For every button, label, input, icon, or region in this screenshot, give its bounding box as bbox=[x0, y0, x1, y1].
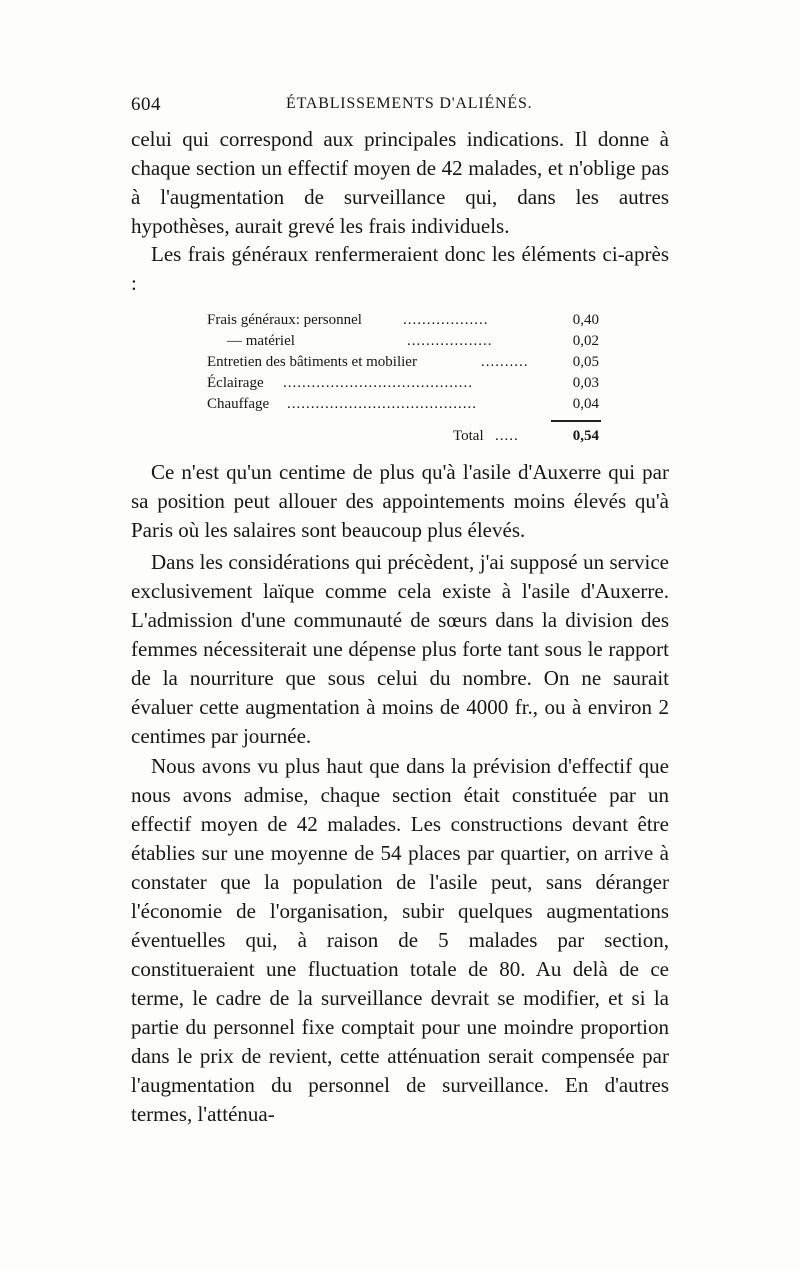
cost-table bbox=[207, 310, 599, 444]
cost-row bbox=[207, 310, 599, 331]
leader-dots: ........................................ bbox=[283, 375, 473, 391]
leader-dots: ........................................ bbox=[287, 396, 477, 412]
cost-value: 0,04 bbox=[572, 396, 599, 412]
paragraph-3: Ce n'est qu'un centime de plus qu'à l'asile d'Auxerre qui par sa position peut allouer des appointements moins élevés qu'à Paris où les salaires sont beaucoup plus élevés. bbox=[131, 460, 669, 542]
paragraph-5: Nous avons vu plus haut que dans la prévision d'effectif que nous avons admise, chaque section était constituée par un effectif moyen de 42 malades. Les constructions devant être établies sur une moyenne de 54 places par quartier, on arrive à constater que la population de l'asile peut, sans déranger l'économie de l'organisation, subir quelques augmentations éventuelles qui, à raison de 5 malades par section, constitueraient une fluctuation totale de 80. Au delà de ce terme, le cadre de la surveillance devrait se modifier, et si la partie du personnel fixe comptait pour une moindre proportion dans le prix de revient, cette atténuation serait compensée par l'augmentation du personnel de surveillance. En d'autres termes, l'atténua- bbox=[131, 754, 669, 1126]
cost-row bbox=[207, 331, 599, 352]
cost-label: Entretien des bâtiments et mobilier bbox=[207, 354, 417, 370]
cost-row bbox=[207, 352, 599, 373]
cost-label: Éclairage bbox=[207, 375, 264, 391]
cost-row bbox=[207, 373, 599, 394]
leader-dots: .......... bbox=[481, 354, 529, 370]
total-rule bbox=[551, 420, 601, 422]
running-title: ÉTABLISSEMENTS D'ALIÉNÉS. bbox=[286, 95, 533, 112]
leader-dots: .................. bbox=[403, 312, 489, 328]
cost-row bbox=[207, 394, 599, 415]
total-value: 0,54 bbox=[572, 428, 599, 444]
cost-label: — matériel bbox=[227, 333, 295, 349]
total-row bbox=[207, 426, 599, 447]
total-label: Total bbox=[453, 428, 484, 444]
cost-value: 0,02 bbox=[572, 333, 599, 349]
leader-dots: .................. bbox=[407, 333, 493, 349]
paragraph-4: Dans les considérations qui précèdent, j'ai supposé un service exclusivement laïque comme cela existe à l'asile d'Auxerre. L'admission d'une communauté de sœurs dans la division des femmes nécessiterait une dépense plus forte tant sous le rapport de la nourriture que sous celui du nombre. On ne saurait évaluer cette augmentation à moins de 4000 fr., ou à environ 2 centimes par journée. bbox=[131, 550, 669, 748]
page-header bbox=[131, 94, 609, 124]
cost-value: 0,03 bbox=[572, 375, 599, 391]
cost-label: Frais généraux: personnel bbox=[207, 312, 362, 328]
cost-value: 0,05 bbox=[572, 354, 599, 370]
cost-value: 0,40 bbox=[572, 312, 599, 328]
paragraph-2: Les frais généraux renfermeraient donc les éléments ci-après : bbox=[131, 242, 669, 295]
page-number: 604 bbox=[131, 94, 161, 115]
paragraph-1: celui qui correspond aux principales indications. Il donne à chaque section un effectif moyen de 42 malades, et n'oblige pas à l'augmentation de surveillance qui, dans les autres hypothèses, aurait grevé les frais individuels. bbox=[131, 127, 669, 238]
leader-dots: ..... bbox=[495, 428, 519, 444]
cost-label: Chauffage bbox=[207, 396, 270, 412]
